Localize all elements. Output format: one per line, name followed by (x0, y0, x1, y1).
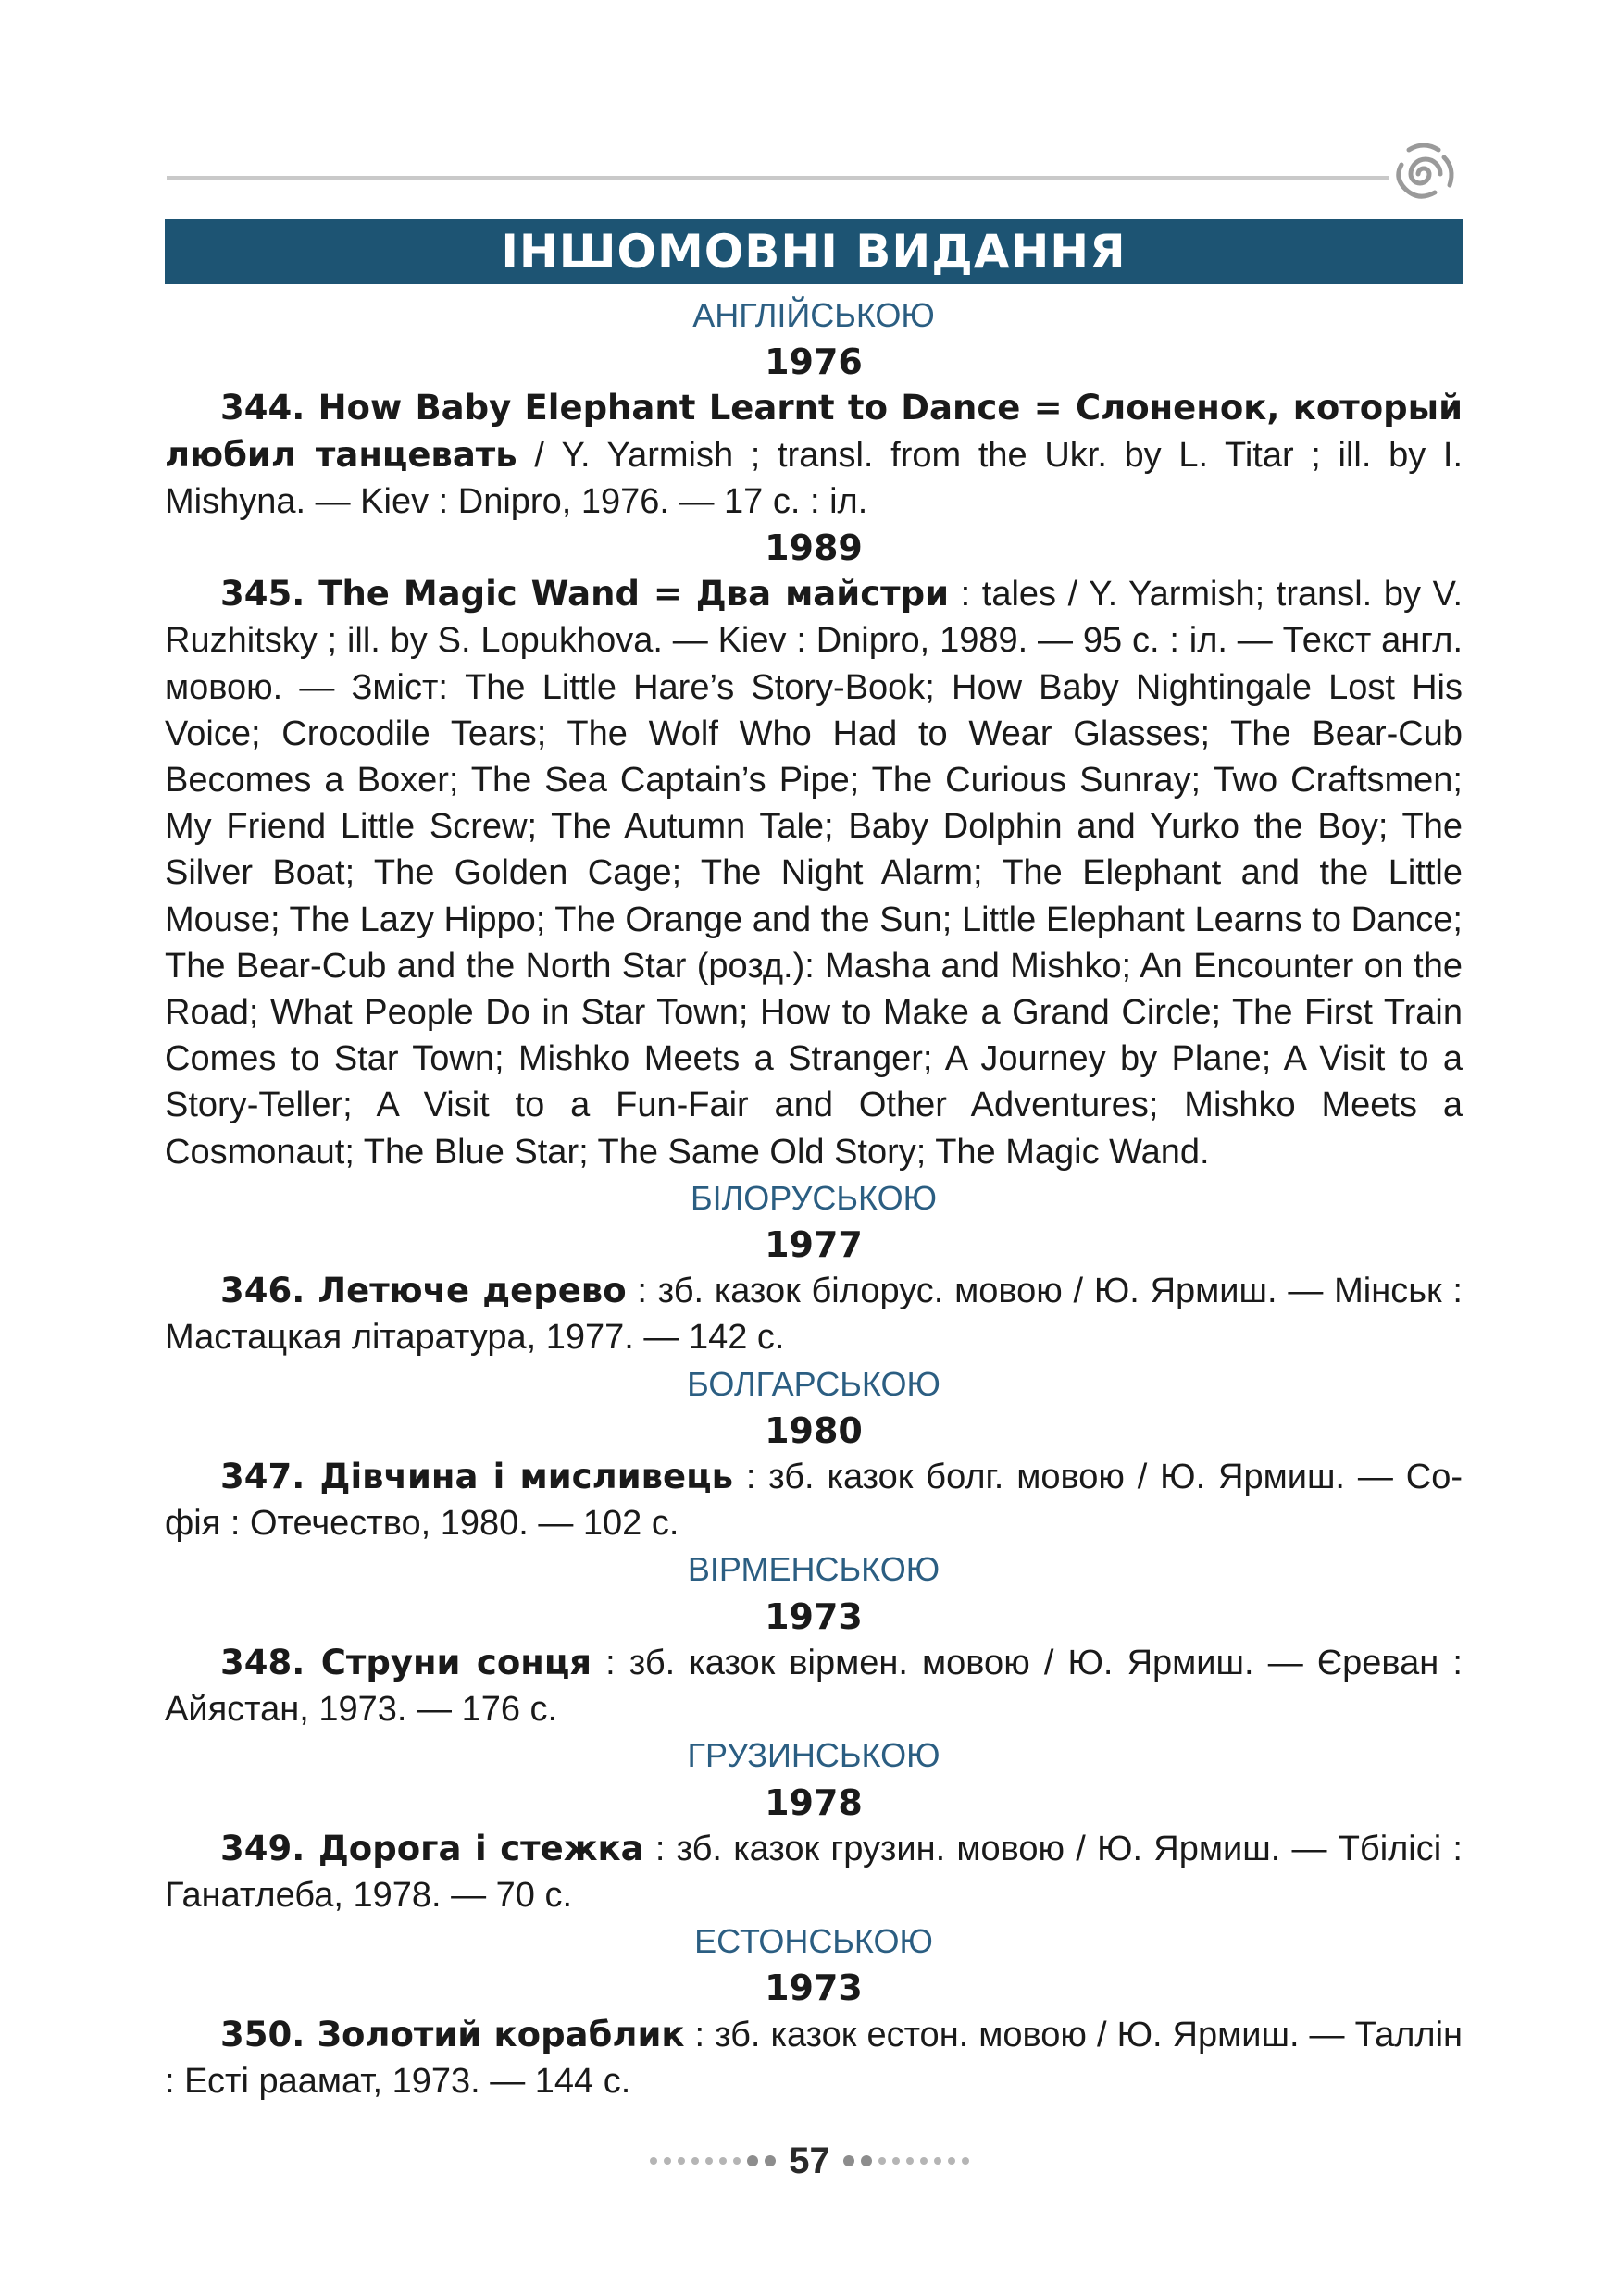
bibliography-entry (165, 571, 1463, 1175)
section-english-1976 (165, 292, 1463, 525)
year-heading: 1976 (765, 341, 863, 383)
section-belarusian (165, 1175, 1463, 1361)
section-estonian (165, 1918, 1463, 2104)
year-heading: 1973 (765, 1595, 863, 1637)
language-heading: БІЛОРУСЬКОЮ (691, 1178, 937, 1217)
section-armenian (165, 1546, 1463, 1732)
entry-details: : зб. казок вірмен. мовою / Ю. Ярмиш. — Єреван : Айястан, 1973. — 176 с. (165, 1643, 1463, 1730)
entry-title: 349. Дорога і стежка (220, 1828, 644, 1868)
entry-title: 346. Летюче дерево (220, 1271, 627, 1311)
entry-details: / Y. Yarmish ; transl. from the Ukr. by L. Titar ; ill. by I. Mishyna. — Kiev : Dnipro, 1976. — 17 с. : іл. (165, 435, 1463, 521)
language-heading: АНГЛІЙСЬКОЮ (692, 296, 935, 334)
entry-details: : tales / Y. Yarmish; transl. by V. Ruzhitsky ; ill. by S. Lopukhova. — Kiev : Dnipro, 1989. — 95 с. : іл. — Текст англ. мовою. — Зміст: The Little Hare’s Story-Book; How Baby Nightingale Lost His Voice; Crocodile Tears; The Wolf Who Had to Wear Glasses; The Bear-Cub Becomes a Boxer; The Sea Captain’s Pipe; The Curious Sunray; Two Craftsmen; My Friend Little Screw; The Autumn Tale; Baby Dolphin and Yurko the Boy; The Silver Boat; The Golden Cage; The Night Alarm; The Elephant and the Little Mouse; The Lazy Hippo; The Orange and the Sun; Little Elephant Learns to Dance; The Bear-Cub and the North Star (розд.): Masha and Mishko; An Encounter on the Road; What People Do in Star Town; How to Make a Grand Circle; The First Train Comes to Star Town; Mishko Meets a Stranger; A Journey by Plane; A Visit to a Story-Teller; A Visit to a Fun-Fair and Other Adventures; Mishko Meets a Cosmonaut; The Blue Star; The Same Old Story; The Magic Wand. (165, 575, 1463, 1172)
bibliography-entry (165, 1268, 1463, 1360)
rose-ornament-icon (1387, 137, 1461, 211)
bibliography-entry (165, 1826, 1463, 1918)
language-heading: ВІРМЕНСЬКОЮ (687, 1550, 940, 1589)
entry-title: 347. Дівчина і мисливець (220, 1457, 733, 1497)
footer-dots-right (843, 2155, 969, 2166)
entry-title: 344. How Baby Elephant Learnt to Dance = Слоненок, который любил танцевать (165, 388, 1463, 475)
footer-dots-left (650, 2155, 776, 2166)
year-heading: 1978 (765, 1781, 863, 1823)
year-heading: 1989 (765, 527, 863, 569)
bibliography-entry (165, 1640, 1463, 1732)
language-heading: ЕСТОНСЬКОЮ (694, 1922, 933, 1961)
top-rule (167, 176, 1389, 180)
bibliography-entry (165, 2012, 1463, 2104)
section-english-1989 (165, 525, 1463, 1175)
year-heading: 1977 (765, 1224, 863, 1266)
page-number: 57 (789, 2140, 830, 2181)
entry-details: : зб. казок болг. мовою / Ю. Ярмиш. — Софія : Отечество, 1980. — 102 с. (165, 1458, 1463, 1544)
entry-title: 345. The Magic Wand = Два майстри (220, 574, 949, 614)
year-heading: 1973 (765, 1967, 863, 2009)
language-heading: БОЛГАРСЬКОЮ (687, 1364, 940, 1403)
entry-details: : зб. казок білорус. мовою / Ю. Ярмиш. — Мінськ : Мастацкая літаратура, 1977. — 142 с. (165, 1272, 1463, 1358)
section-header: ІНШОМОВНІ ВИДАННЯ (165, 219, 1463, 284)
bibliography-entry (165, 1454, 1463, 1546)
entry-title: 350. Золотий кораблик (220, 2014, 685, 2054)
section-georgian (165, 1732, 1463, 1918)
page-footer (0, 2133, 1619, 2189)
section-bulgarian (165, 1361, 1463, 1547)
bibliography-list (165, 292, 1463, 2104)
entry-details: : зб. казок грузин. мовою / Ю. Ярмиш. — Тбілісі : Ганатлеба, 1978. — 70 с. (165, 1829, 1463, 1915)
language-heading: ГРУЗИНСЬКОЮ (687, 1736, 940, 1775)
entry-title: 348. Струни сонця (220, 1642, 592, 1682)
entry-details: : зб. казок естон. мовою / Ю. Ярмиш. — Таллін : Есті раамат, 1973. — 144 с. (165, 2015, 1463, 2101)
year-heading: 1980 (765, 1409, 863, 1451)
bibliography-entry (165, 385, 1463, 525)
